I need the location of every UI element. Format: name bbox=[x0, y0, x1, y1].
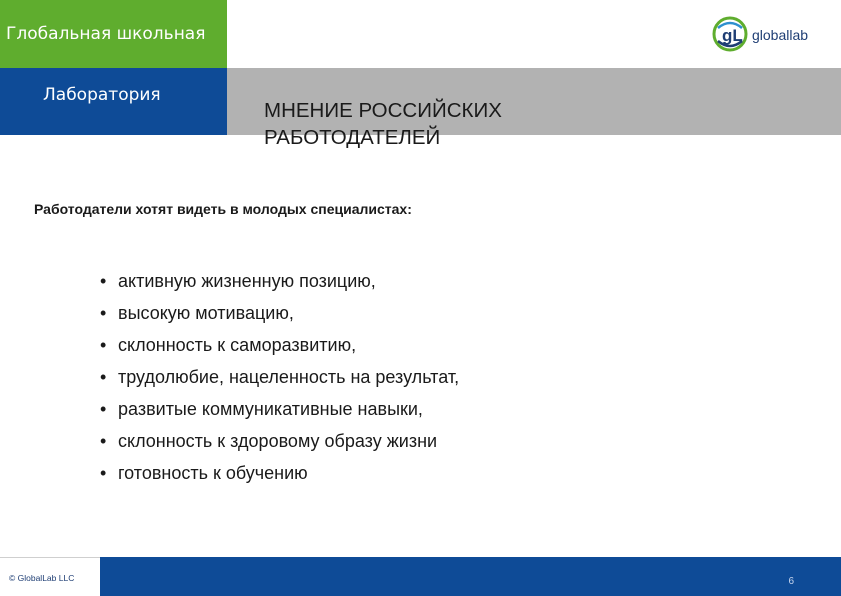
list-item bbox=[100, 425, 459, 457]
bullet-icon: • bbox=[100, 430, 107, 451]
bullet-icon: • bbox=[100, 398, 107, 419]
list-item bbox=[100, 265, 459, 297]
list-item-text: склонность к здоровому образу жизни bbox=[118, 430, 438, 451]
footer-bar bbox=[100, 557, 841, 596]
bullet-icon: • bbox=[100, 302, 107, 323]
slide-title-line-2: РАБОТОДАТЕЛЕЙ bbox=[264, 126, 441, 149]
list-item bbox=[100, 393, 459, 425]
bullet-icon: • bbox=[100, 270, 107, 291]
list-item-text: развитые коммуникативные навыки, bbox=[118, 398, 423, 419]
bullet-list bbox=[100, 265, 459, 489]
bullet-icon: • bbox=[100, 334, 107, 355]
list-item bbox=[100, 297, 459, 329]
list-item-text: активную жизненную позицию, bbox=[118, 270, 376, 291]
list-item bbox=[100, 329, 459, 361]
slide-subtitle: Работодатели хотят видеть в молодых специалистах: bbox=[34, 201, 412, 217]
slide-title-line-1: МНЕНИЕ РОССИЙСКИХ bbox=[264, 99, 502, 122]
bullet-icon: • bbox=[100, 462, 107, 483]
slide-title bbox=[264, 97, 704, 151]
list-item bbox=[100, 457, 459, 489]
brand-header-green bbox=[0, 0, 227, 68]
footer-copyright-box bbox=[0, 557, 100, 596]
brand-line-2: Лаборатория bbox=[43, 85, 161, 105]
footer-copyright: © GlobalLab LLC bbox=[9, 573, 75, 583]
list-item-text: трудолюбие, нацеленность на результат, bbox=[118, 366, 460, 387]
brand-line-1: Глобальная школьная bbox=[6, 24, 206, 44]
list-item-text: высокую мотивацию, bbox=[118, 302, 294, 323]
bullet-icon: • bbox=[100, 366, 107, 387]
page-number: 6 bbox=[788, 576, 794, 587]
list-item-text: склонность к саморазвитию, bbox=[118, 334, 357, 355]
list-item-text: готовность к обучению bbox=[118, 462, 308, 483]
logo-wordmark: globallab bbox=[752, 27, 809, 43]
list-item bbox=[100, 361, 459, 393]
svg-text:gL: gL bbox=[722, 26, 743, 45]
brand-header-blue bbox=[0, 68, 227, 135]
